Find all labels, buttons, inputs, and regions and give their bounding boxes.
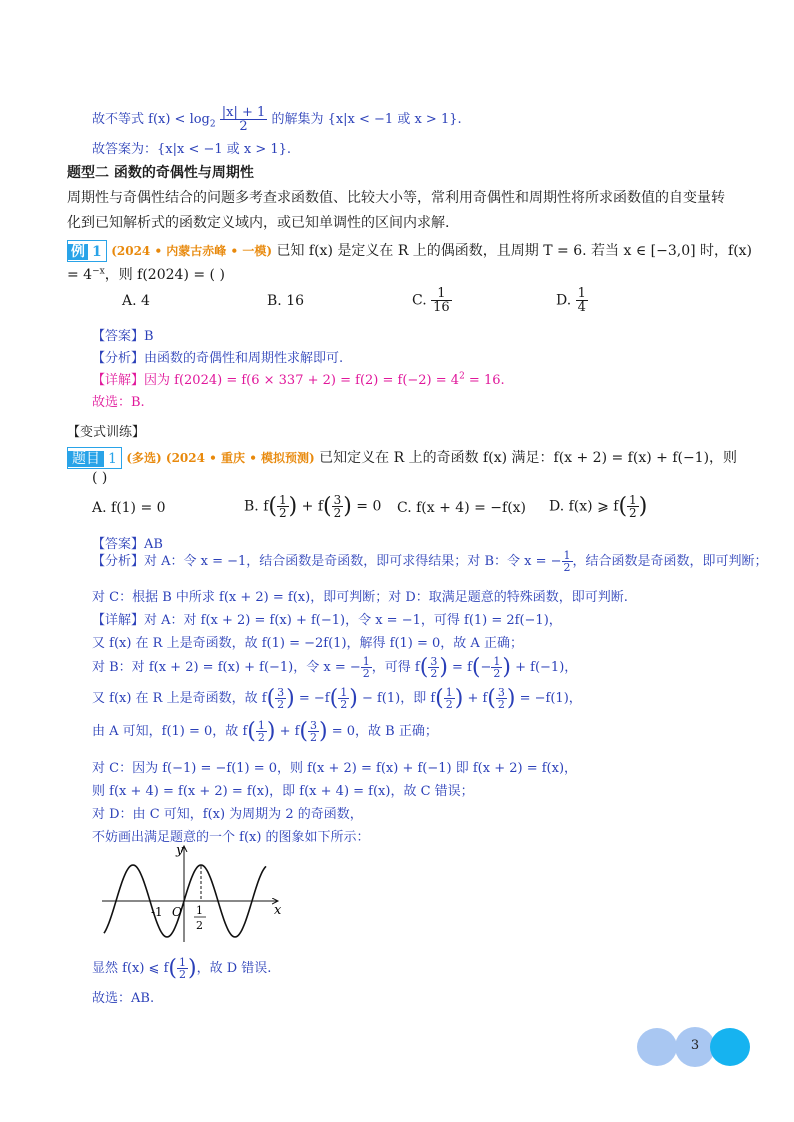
variant-analysis-1	[92, 550, 768, 573]
example-1-analysis: 【分析】由函数的奇偶性和周期性求解即可.	[92, 351, 344, 366]
fraction	[308, 720, 319, 743]
fraction	[431, 287, 452, 314]
denominator: 2	[362, 667, 370, 680]
denominator: 16	[433, 300, 450, 315]
example-text: 已知 f(x) 是定义在 R 上的偶函数，且周期 T = 6. 若当 x ∈ [−3,0] 时，f(x)	[272, 243, 753, 259]
option-c[interactable]	[412, 287, 452, 314]
x-axis-label: x	[274, 903, 282, 918]
text: + f	[297, 498, 324, 515]
variant-detail-6: 对 C：因为 f(−1) = −f(1) = 0，则 f(x + 2) = f(x) + f(−1) 即 f(x + 2) = f(x)，	[92, 761, 578, 776]
variant-option-c[interactable]: C. f(x + 4) = −f(x)	[397, 500, 527, 516]
example-1-detail	[92, 369, 505, 388]
numerator: 1	[445, 686, 453, 699]
conclusion-1: 显然 f(x) ⩽ f( $\frac{1}{2}$ )，故 D 错误.	[92, 956, 272, 981]
variant-detail-9: 不妨画出满足题意的一个 f(x) 的图象如下所示：	[92, 830, 370, 845]
answer-line: 故答案为：{x|x < −1 或 x > 1}.	[92, 142, 292, 157]
variant-heading: 【变式训练】	[67, 425, 146, 440]
option-b[interactable]: B. 16	[267, 293, 305, 309]
text: 的解集为 {x|x < −1 或 x > 1}.	[271, 112, 462, 127]
section-title: 题型二 函数的奇偶性与周期性	[67, 165, 254, 181]
example-1-stem	[67, 240, 752, 262]
text: ，则 f(2024) = ( )	[104, 267, 225, 283]
conclusion-2: 故选：AB.	[92, 991, 155, 1006]
function-graph	[96, 838, 296, 948]
example-badge	[67, 240, 107, 262]
text: + f	[275, 724, 300, 739]
denominator: 2	[278, 506, 287, 520]
text: 又 f(x) 在 R 上是奇函数，故 f	[92, 691, 267, 706]
variant-detail-7: 则 f(x + 4) = f(x + 2) = f(x)，即 f(x + 4) = f(x)，故 C 错误；	[92, 784, 474, 799]
numerator: 1	[563, 549, 571, 562]
variant-detail-3: 对 B：对 f(x + 2) = f(x) + f(−1)，令 x = − $\frac{1}{2}$ ，可得 f( $\frac{3}{2}$ ) = f(− $\frac{1}{2}$ ) + f(−1)，	[92, 655, 578, 680]
variant-answer: 【答案】AB	[92, 537, 163, 552]
denominator: 2	[333, 506, 342, 520]
denominator: 2	[310, 731, 318, 744]
fraction	[361, 656, 372, 679]
denominator: 2	[563, 561, 571, 574]
origin-label: O	[172, 905, 182, 919]
numerator: 1	[362, 655, 370, 668]
text: = 0，故 B 正确；	[327, 724, 438, 739]
badge-label: 例	[68, 244, 88, 260]
numerator: 1	[493, 655, 501, 668]
text: 由 A 可知，f(1) = 0，故 f	[92, 724, 248, 739]
numerator: 3	[333, 493, 342, 507]
denominator: 2	[239, 119, 248, 134]
question-text: 已知定义在 R 上的奇函数 f(x) 满足：f(x + 2) = f(x) + f(−1)，则	[314, 450, 738, 466]
fraction	[277, 494, 289, 519]
numerator: 1	[431, 287, 452, 301]
variant-option-a[interactable]: A. f(1) = 0	[92, 500, 166, 516]
example-source: (2024 • 内蒙古赤峰 • 一模)	[111, 244, 273, 258]
denominator: 2	[629, 506, 637, 520]
variant-stem	[67, 447, 737, 469]
fraction	[576, 287, 588, 314]
text: 故不等式 f(x) < log	[92, 112, 210, 127]
option-label: C.	[412, 292, 427, 309]
numerator: 1	[278, 493, 287, 507]
detail-label: 【详解】	[92, 373, 145, 388]
variant-option-d[interactable]: D. f(x) ⩾ f( $\frac{1}{2}$ )	[549, 493, 648, 520]
denominator: 2	[493, 667, 501, 680]
variant-option-b[interactable]: B. f( $\frac{1}{2}$ ) + f( $\frac{3}{2}$ ) = 0	[244, 493, 382, 520]
text: 对 B：对 f(x + 2) = f(x) + f(−1)，令 x = −	[92, 660, 361, 675]
fraction	[332, 494, 344, 519]
denominator: 2	[445, 698, 453, 711]
log-base: 2	[209, 119, 216, 130]
option-a[interactable]: A. 4	[122, 293, 150, 309]
fraction	[496, 687, 507, 710]
text: = 0	[351, 498, 382, 515]
text: ，可得 f	[371, 660, 420, 675]
numerator: 1	[178, 956, 186, 969]
text: = 4	[67, 267, 93, 283]
numerator: 3	[497, 686, 505, 699]
decor-circle-left	[637, 1028, 677, 1066]
exponent: −x	[92, 266, 105, 277]
fraction	[428, 656, 439, 679]
fraction	[338, 687, 349, 710]
exponent: 2	[459, 371, 465, 382]
text: − f(1)，即 f	[357, 691, 436, 706]
numerator: 3	[430, 655, 438, 668]
fraction	[627, 494, 639, 519]
solution-set-line	[92, 106, 462, 133]
numerator: 3	[277, 686, 285, 699]
variant-detail-8: 对 D：由 C 可知，f(x) 为周期为 2 的奇函数，	[92, 807, 363, 822]
denominator: 2	[430, 667, 438, 680]
text: = −f(1)，	[515, 691, 582, 706]
text: = f	[447, 660, 472, 675]
text: + f(−1)，	[510, 660, 578, 675]
denominator: 2	[178, 968, 186, 981]
fraction	[177, 957, 188, 980]
variant-stem-2: ( )	[92, 470, 108, 486]
tick-minus-one: -1	[151, 905, 163, 919]
text: B. f	[244, 498, 269, 515]
denominator: 2	[340, 698, 348, 711]
variant-detail-2: 又 f(x) 在 R 上是奇函数，故 f(1) = −2f(1)，解得 f(1) = 0，故 A 正确；	[92, 636, 523, 651]
fraction	[256, 720, 267, 743]
variant-detail-4: 又 f(x) 在 R 上是奇函数，故 f( $\frac{3}{2}$ ) = −f( $\frac{1}{2}$ ) − f(1)，即 f( $\frac{1}{2}$ ) + f( $\frac{3}{2}$ ) = −f(1)，	[92, 686, 582, 711]
variant-detail-5: 由 A 可知，f(1) = 0，故 f( $\frac{1}{2}$ ) + f( $\frac{3}{2}$ ) = 0，故 B 正确；	[92, 719, 438, 744]
badge-number: 1	[92, 244, 102, 260]
variant-analysis-2: 对 C：根据 B 中所求 f(x + 2) = f(x)，即可判断；对 D：取满足题意的特殊函数，即可判断.	[92, 590, 628, 605]
text: = −f	[294, 691, 330, 706]
fraction	[491, 656, 502, 679]
example-1-choose: 故选：B.	[92, 395, 145, 410]
badge-number: 1	[108, 451, 117, 467]
numerator: 1	[577, 286, 586, 301]
numerator: 1	[257, 719, 265, 732]
text: + f	[463, 691, 488, 706]
text: ，故 D 错误.	[196, 961, 272, 976]
numerator: |x| + 1	[221, 105, 266, 120]
numerator: 1	[340, 686, 348, 699]
decor-circle-right	[710, 1028, 750, 1066]
numerator: 1	[629, 493, 637, 507]
text: = 16.	[464, 373, 505, 388]
section-paragraph-2: 化到已知解析式的函数定义域内，或已知单调性的区间内求解.	[67, 215, 450, 231]
text: 因为 f(2024) = f(6 × 337 + 2) = f(2) = f(−2) = 4	[144, 373, 460, 388]
option-label: D.	[556, 292, 572, 309]
question-badge	[67, 447, 122, 469]
y-axis-label: y	[176, 843, 184, 858]
text: ，结合函数是奇函数，即可判断；	[572, 554, 768, 569]
tick-half-numerator: 1	[196, 904, 203, 917]
fraction	[275, 687, 286, 710]
denominator: 2	[277, 698, 285, 711]
numerator: 3	[310, 719, 318, 732]
option-d[interactable]	[556, 287, 588, 314]
example-1-stem-2	[67, 264, 225, 284]
denominator: 2	[257, 731, 265, 744]
fraction	[220, 106, 268, 133]
page-number-badge	[637, 1027, 752, 1067]
badge-label: 题目	[68, 451, 104, 467]
example-1-answer: 【答案】B	[92, 329, 154, 344]
section-paragraph-1: 周期性与奇偶性结合的问题多考查求函数值、比较大小等，常利用奇偶性和周期性将所求函数值的自变量转	[67, 190, 725, 206]
denominator: 4	[577, 300, 586, 315]
page-number: 3	[690, 1038, 700, 1053]
tick-half-denominator: 2	[196, 919, 203, 932]
variant-detail-1: 【详解】对 A：对 f(x + 2) = f(x) + f(−1)，令 x = −1，可得 f(1) = 2f(−1)，	[92, 613, 562, 628]
text: 显然 f(x) ⩽ f	[92, 961, 169, 976]
question-source: (多选) (2024 • 重庆 • 模拟预测)	[126, 451, 315, 465]
denominator: 2	[497, 698, 505, 711]
fraction	[562, 550, 573, 573]
fraction	[444, 687, 455, 710]
text: D. f(x) ⩾ f	[549, 498, 619, 515]
text: 【分析】对 A：令 x = −1，结合函数是奇函数，即可求得结果；对 B：令 x = −	[92, 554, 562, 569]
